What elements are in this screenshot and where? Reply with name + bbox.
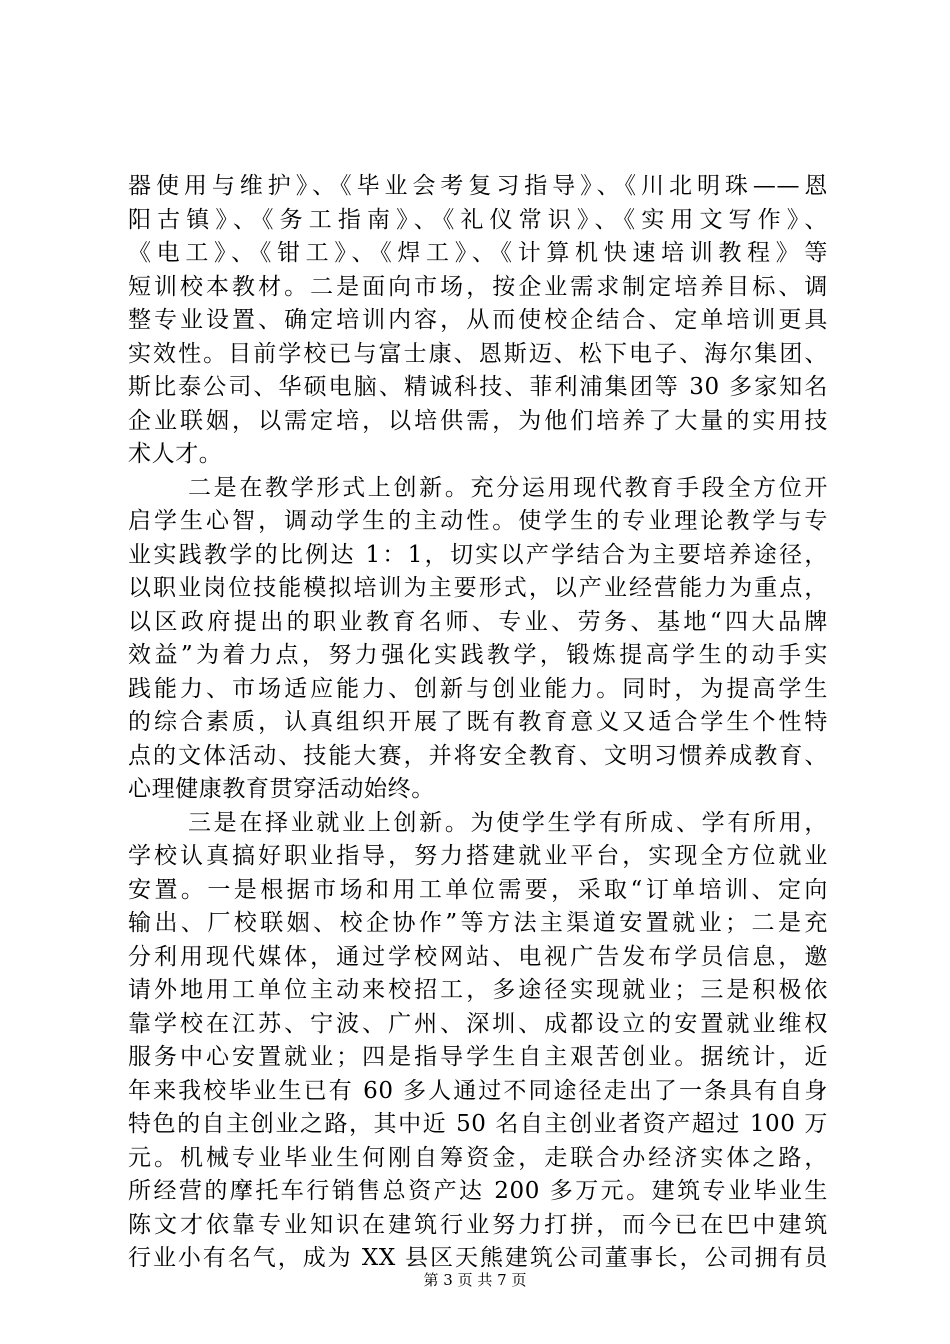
text-line: 以职业岗位技能模拟培训为主要形式，以产业经营能力为重点， [128,575,828,601]
text-line: 以区政府提出的职业教育名师、专业、劳务、基地“四大品牌 [128,608,828,635]
text-line: 行业小有名气，成为 XX 县区天熊建筑公司董事长，公司拥有员 [128,1245,828,1271]
text-line: 实效性。目前学校已与富士康、恩斯迈、松下电子、海尔集团、 [128,340,828,367]
text-line: 年来我校毕业生已有 60 多人通过不同途径走出了一条具有自身 [128,1077,828,1104]
text-line: 阳古镇》、《务工指南》、《礼仪常识》、《实用文写作》、 [128,206,828,233]
text-line: 陈文才依靠专业知识在建筑行业努力打拼，而今已在巴中建筑 [128,1211,828,1238]
text-line: 的综合素质，认真组织开展了既有教育意义又适合学生个性特 [128,709,828,735]
text-line: 术人才。 [128,441,223,467]
text-line: 整专业设置、确定培训内容，从而使校企结合、定单培训更具 [128,307,828,333]
text-line: 践能力、市场适应能力、创新与创业能力。同时，为提高学生 [128,675,828,702]
page-number-footer: 第 3 页 共 7 页 [423,1271,527,1289]
paragraph-first-line: 三是在择业就业上创新。为使学生学有所成、学有所用， [188,809,828,836]
text-line: 《电工》、《钳工》、《焊工》、《计算机快速培训教程》等 [128,240,828,266]
text-line: 靠学校在江苏、宁波、广州、深圳、成都设立的安置就业维权 [128,1010,828,1037]
text-line: 请外地用工单位主动来校招工，多途径实现就业；三是积极依 [128,977,828,1003]
text-line: 输出、厂校联姻、校企协作”等方法主渠道安置就业；二是充 [128,910,828,936]
text-line: 业实践教学的比例达 1：1，切实以产学结合为主要培养途径， [128,541,828,568]
text-line: 点的文体活动、技能大赛，并将安全教育、文明习惯养成教育、 [128,742,828,769]
text-line: 短训校本教材。二是面向市场，按企业需求制定培养目标、调 [128,273,828,300]
paragraph-first-line: 二是在教学形式上创新。充分运用现代教育手段全方位开 [188,474,828,501]
text-line: 服务中心安置就业；四是指导学生自主艰苦创业。据统计，近 [128,1044,828,1070]
text-line: 安置。一是根据市场和用工单位需要，采取“订单培训、定向 [128,876,828,903]
document-body [128,170,828,1276]
text-line: 企业联姻，以需定培，以培供需，为他们培养了大量的实用技 [128,407,828,434]
text-line: 所经营的摩托车行销售总资产达 200 多万元。建筑专业毕业生 [128,1178,828,1204]
text-line: 心理健康教育贯穿活动始终。 [128,776,435,802]
text-line: 器使用与维护》、《毕业会考复习指导》、《川北明珠——恩 [128,173,828,199]
text-line: 分利用现代媒体，通过学校网站、电视广告发布学员信息，邀 [128,943,828,970]
text-line: 效益”为着力点，努力强化实践教学，锻炼提高学生的动手实 [128,642,828,668]
text-line: 学校认真搞好职业指导，努力搭建就业平台，实现全方位就业 [128,843,828,869]
text-line: 元。机械专业毕业生何刚自筹资金，走联合办经济实体之路， [128,1144,828,1171]
text-line: 特色的自主创业之路，其中近 50 名自主创业者资产超过 100 万 [128,1111,828,1137]
text-line: 斯比泰公司、华硕电脑、精诚科技、菲利浦集团等 30 多家知名 [128,374,828,400]
text-line: 启学生心智，调动学生的主动性。使学生的专业理论教学与专 [128,508,828,534]
